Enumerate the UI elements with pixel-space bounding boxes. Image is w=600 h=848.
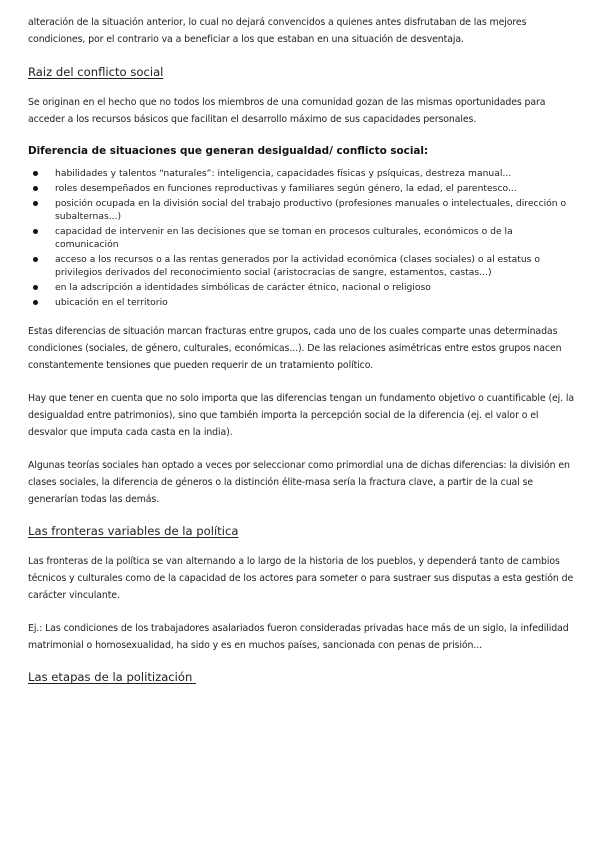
list-item-text: habilidades y talentos “naturales”: inteligencia, capacidades físicas y psíquicas, destreza manual... bbox=[55, 168, 512, 179]
heading-fronteras: Las fronteras variables de la política bbox=[28, 523, 239, 538]
list-item bbox=[28, 182, 576, 195]
list-item-text: capacidad de intervenir en las decisiones que se toman en procesos culturales, económicos o de la comunicación bbox=[55, 225, 513, 250]
paragraph-ejemplo: Ej.: Las condiciones de los trabajadores asalariados fueron consideradas privadas hace más de un siglo, la infedilidad matrimonial o homosexualidad, ha sido y es en muchos países, sancionada con penas de prisión... bbox=[28, 622, 569, 651]
list-item bbox=[28, 197, 576, 224]
paragraph-teorias: Algunas teorías sociales han optado a veces por seleccionar como primordial una de dichas diferencias: la división en clases sociales, la diferencia de géneros o la distinción élite-masa sería la fractura clave, a partir de la cual se generarían todas las demás. bbox=[28, 459, 570, 505]
bullet-icon bbox=[33, 300, 38, 305]
list-item-text: roles desempeñados en funciones reproductivas y familiares según género, la edad, el parentesco... bbox=[55, 182, 517, 194]
list-item-text: ubicación en el territorio bbox=[55, 296, 168, 308]
list-item bbox=[28, 281, 576, 294]
heading-diferencias: Diferencia de situaciones que generan desigualdad/ conflicto social: bbox=[28, 145, 429, 157]
intro-paragraph: alteración de la situación anterior, lo cual no dejará convencidos a quienes antes disfrutaban de las mejores condiciones, por el contrario va a beneficiar a los que estaban en una situación de desventaja. bbox=[28, 17, 527, 45]
list-item bbox=[28, 296, 576, 309]
bullet-icon bbox=[33, 285, 38, 290]
bullet-icon bbox=[33, 257, 38, 262]
list-item bbox=[28, 253, 576, 280]
bullet-icon bbox=[33, 229, 38, 234]
document-body bbox=[28, 14, 576, 699]
paragraph-fronteras: Las fronteras de la política se van alternando a lo largo de la historia de los pueblos, y dependerá tanto de cambios técnicos y culturales como de la capacidad de los actores para someter o para sustraer sus disputas a esta gestión de carácter vinculante. bbox=[28, 555, 574, 601]
list-item-text: acceso a los recursos o a las rentas generados por la actividad económica (clases sociales) o al estatus o privilegios derivados del reconocimiento social (aristocracias de sangre, estamentos, castas...) bbox=[55, 253, 540, 279]
diferencias-list bbox=[28, 167, 576, 309]
paragraph-fracturas: Estas diferencias de situación marcan fracturas entre grupos, cada uno de los cuales comparte unas determinadas condiciones (sociales, de género, culturales, económicas...). De las relaciones asimétricas entre estos grupos nacen constantemente tensiones que pueden requerir de un tratamiento político. bbox=[28, 325, 562, 371]
bullet-icon bbox=[33, 201, 38, 206]
paragraph-percepcion: Hay que tener en cuenta que no solo importa que las diferencias tengan un fundamento objetivo o cuantificable (ej. la desigualdad entre patrimonios), sino que también importa la percepción social de la diferencia (ej. el valor o el desvalor que imputa cada casta en la india). bbox=[28, 392, 575, 438]
paragraph-raiz: Se originan en el hecho que no todos los miembros de una comunidad gozan de las mismas oportunidades para acceder a los recursos básicos que facilitan el desarrollo máximo de sus capacidades personales. bbox=[28, 97, 546, 125]
list-item-text: posición ocupada en la división social del trabajo productivo (profesiones manuales o intelectuales, dirección o subalternas...) bbox=[55, 197, 567, 222]
list-item-text: en la adscripción a identidades simbólicas de carácter étnico, nacional o religioso bbox=[55, 281, 431, 293]
heading-etapas: Las etapas de la politización bbox=[28, 669, 197, 684]
heading-raiz-conflicto: Raiz del conflicto social bbox=[28, 65, 164, 79]
bullet-icon bbox=[33, 171, 38, 176]
list-item bbox=[28, 225, 576, 252]
bullet-icon bbox=[33, 186, 38, 191]
list-item bbox=[28, 167, 576, 180]
